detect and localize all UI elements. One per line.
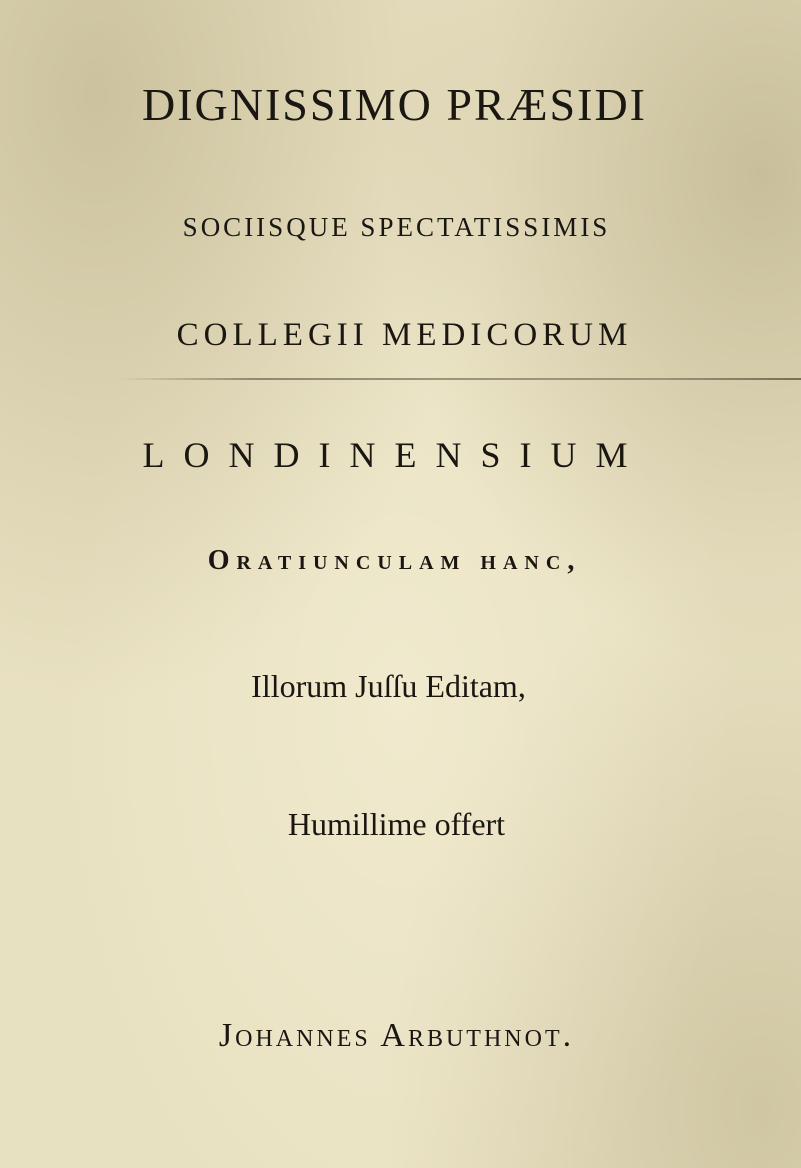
dedication-line-5: Oratiunculam hanc, (207, 545, 582, 576)
author-signature: Johannes Arbuthnot. (218, 1017, 575, 1054)
dedication-line-4: LONDINENSIUM (142, 435, 647, 475)
dedication-line-1: DIGNISSIMO PRÆSIDI (141, 79, 647, 130)
rule-divider (118, 378, 801, 380)
dedication-line-6: Illorum Juſſu Editam, (251, 668, 526, 704)
dedication-line-3: COLLEGII MEDICORUM (176, 317, 633, 353)
dedication-line-2: SOCIISQUE SPECTATISSIMIS (182, 212, 611, 242)
dedication-line-7: Humillime offert (287, 806, 506, 842)
